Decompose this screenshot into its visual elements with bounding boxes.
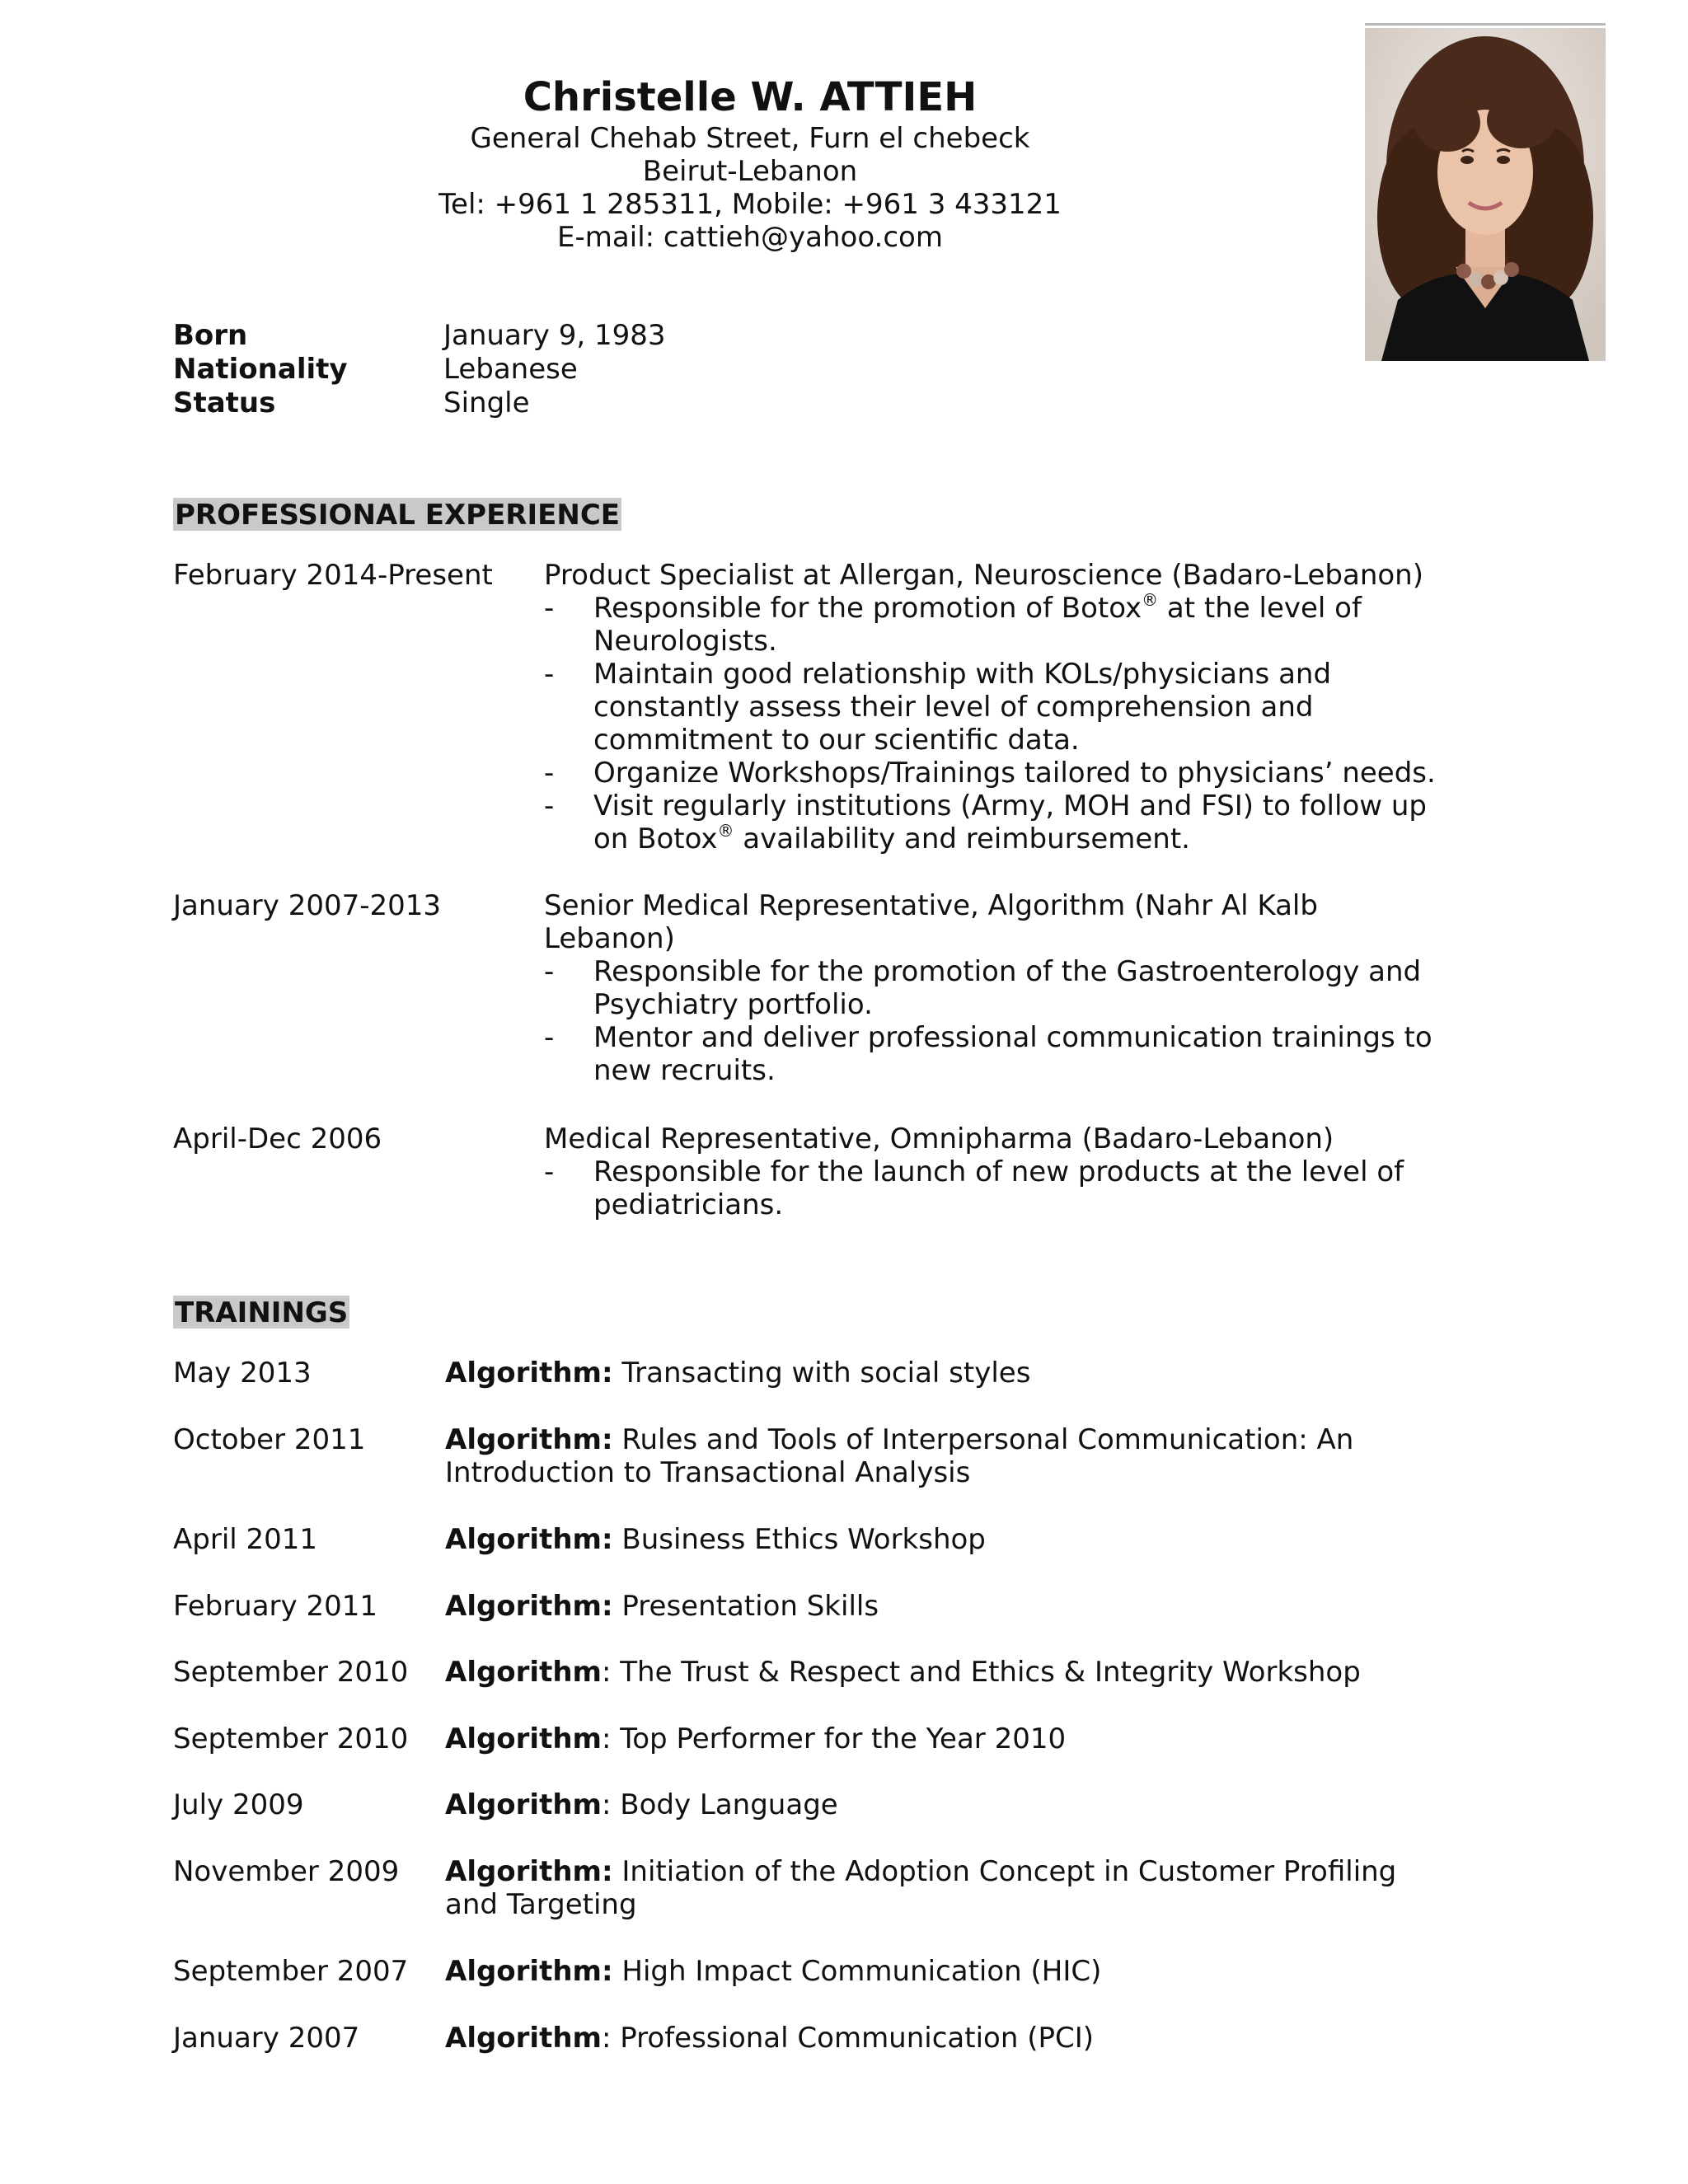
training-details — [445, 1423, 1401, 1489]
training-org: Algorithm: — [445, 1855, 613, 1888]
bullet-dash: - — [544, 658, 555, 691]
status-value: Single — [443, 387, 530, 419]
experience-bullet: - Responsible for the promotion of Botox® at the level of Neurologists. — [544, 590, 1362, 658]
training-org: Algorithm: — [445, 1590, 613, 1623]
training-date: July 2009 — [173, 1788, 304, 1821]
born-label: Born — [173, 319, 248, 352]
resume-header — [338, 73, 1162, 254]
bullet-dash: - — [544, 790, 555, 823]
experience-date: February 2014-Present — [173, 559, 493, 592]
training-text: Top Performer for the Year 2010 — [611, 1722, 1067, 1755]
phone-line: Tel: +961 1 285311, Mobile: +961 3 433121 — [438, 188, 1062, 221]
training-details — [445, 1357, 1401, 1390]
email-line: E-mail: cattieh@yahoo.com — [557, 221, 943, 254]
training-details: Algorithm: Body Language — [445, 1788, 838, 1821]
trainings-title-text: TRAININGS — [175, 1296, 349, 1329]
training-date: October 2011 — [173, 1423, 366, 1456]
bullet-dash: - — [544, 592, 555, 625]
training-date: January 2007 — [173, 2022, 360, 2055]
experience-bullet: - Organize Workshops/Trainings tailored to physicians’ needs. — [544, 757, 1436, 790]
training-date: February 2011 — [173, 1590, 377, 1623]
experience-bullet: - Responsible for the promotion of the Gastroenterology and Psychiatry portfolio. — [544, 955, 1422, 1021]
experience-bullet: - Maintain good relationship with KOLs/physicians and constantly assess their level of comprehension and commitment to our scientific data. — [544, 658, 1332, 757]
training-date: September 2007 — [173, 1955, 409, 1988]
training-text: Presentation Skills — [612, 1590, 879, 1623]
training-text: The Trust & Respect and Ethics & Integrity Workshop — [611, 1656, 1361, 1689]
training-details: Algorithm: The Trust & Respect and Ethics & Integrity Workshop — [445, 1656, 1361, 1689]
profile-photo — [1365, 28, 1606, 361]
training-org: Algorithm: — [445, 1357, 613, 1390]
experience-bullet: - Responsible for the launch of new products at the level of pediatricians. — [544, 1155, 1404, 1221]
training-org: Algorithm: — [445, 1423, 613, 1456]
experience-title: Product Specialist at Allergan, Neuroscience (Badaro-Lebanon) — [544, 559, 1423, 592]
training-text: Professional Communication (PCI) — [611, 2022, 1094, 2055]
address-line-1: General Chehab Street, Furn el chebeck — [470, 122, 1030, 155]
training-text: High Impact Communication (HIC) — [612, 1955, 1102, 1988]
training-details: Algorithm: Professional Communication (PCI) — [445, 2022, 1094, 2055]
bullet-dash: - — [544, 1155, 555, 1188]
address-line-2: Beirut-Lebanon — [642, 155, 858, 188]
nationality-value: Lebanese — [443, 353, 578, 386]
experience-details — [544, 889, 1451, 1087]
training-date: April 2011 — [173, 1523, 318, 1556]
bullet-dash: - — [544, 1021, 555, 1054]
training-details — [445, 1523, 1401, 1556]
experience-title: Medical Representative, Omnipharma (Badaro-Lebanon) — [544, 1122, 1334, 1155]
experience-title: Senior Medical Representative, Algorithm (Nahr Al Kalb Lebanon) — [544, 889, 1318, 955]
photo-border-line — [1365, 23, 1606, 26]
training-org: Algorithm: — [445, 1955, 613, 1988]
born-value: January 9, 1983 — [443, 319, 666, 352]
experience-date: April-Dec 2006 — [173, 1122, 382, 1155]
training-org: Algorithm — [445, 1656, 602, 1689]
personal-details — [173, 319, 665, 420]
profile-photo-image — [1365, 28, 1606, 361]
candidate-name: Christelle W. ATTIEH — [523, 74, 978, 120]
personal-row-born — [173, 319, 665, 353]
training-details — [445, 1590, 1401, 1623]
training-details — [445, 1855, 1401, 1921]
experience-details — [544, 1122, 1451, 1221]
training-date: May 2013 — [173, 1357, 312, 1390]
training-date: September 2010 — [173, 1722, 409, 1755]
training-org: Algorithm — [445, 1722, 602, 1755]
experience-details — [544, 559, 1451, 855]
training-text: Body Language — [611, 1788, 838, 1821]
experience-title-text: PROFESSIONAL EXPERIENCE — [175, 499, 620, 532]
trainings-section-title — [173, 1296, 349, 1329]
bullet-dash: - — [544, 757, 555, 790]
training-date: September 2010 — [173, 1656, 409, 1689]
bullet-dash: - — [544, 955, 555, 988]
training-text: Transacting with social styles — [612, 1357, 1031, 1390]
training-text: Initiation of the Adoption Concept in Customer Profiling and Targeting — [445, 1855, 1397, 1921]
training-org: Algorithm — [445, 1788, 602, 1821]
training-text: Business Ethics Workshop — [612, 1523, 986, 1556]
training-org: Algorithm — [445, 2022, 602, 2055]
training-details — [445, 1955, 1401, 1988]
nationality-label: Nationality — [173, 353, 348, 386]
experience-bullet: - Visit regularly institutions (Army, MOH and FSI) to follow up on Botox® availability and reimbursement. — [544, 790, 1427, 855]
training-text: Rules and Tools of Interpersonal Communication: An Introduction to Transactional Analysis — [445, 1423, 1354, 1489]
experience-section-title — [173, 498, 621, 531]
training-date: November 2009 — [173, 1855, 400, 1888]
experience-date: January 2007-2013 — [173, 889, 442, 922]
personal-row-nationality — [173, 353, 665, 387]
training-details: Algorithm: Top Performer for the Year 2010 — [445, 1722, 1067, 1755]
training-org: Algorithm: — [445, 1523, 613, 1556]
personal-row-status — [173, 387, 665, 420]
status-label: Status — [173, 387, 276, 419]
experience-bullet: - Mentor and deliver professional communication trainings to new recruits. — [544, 1021, 1432, 1087]
